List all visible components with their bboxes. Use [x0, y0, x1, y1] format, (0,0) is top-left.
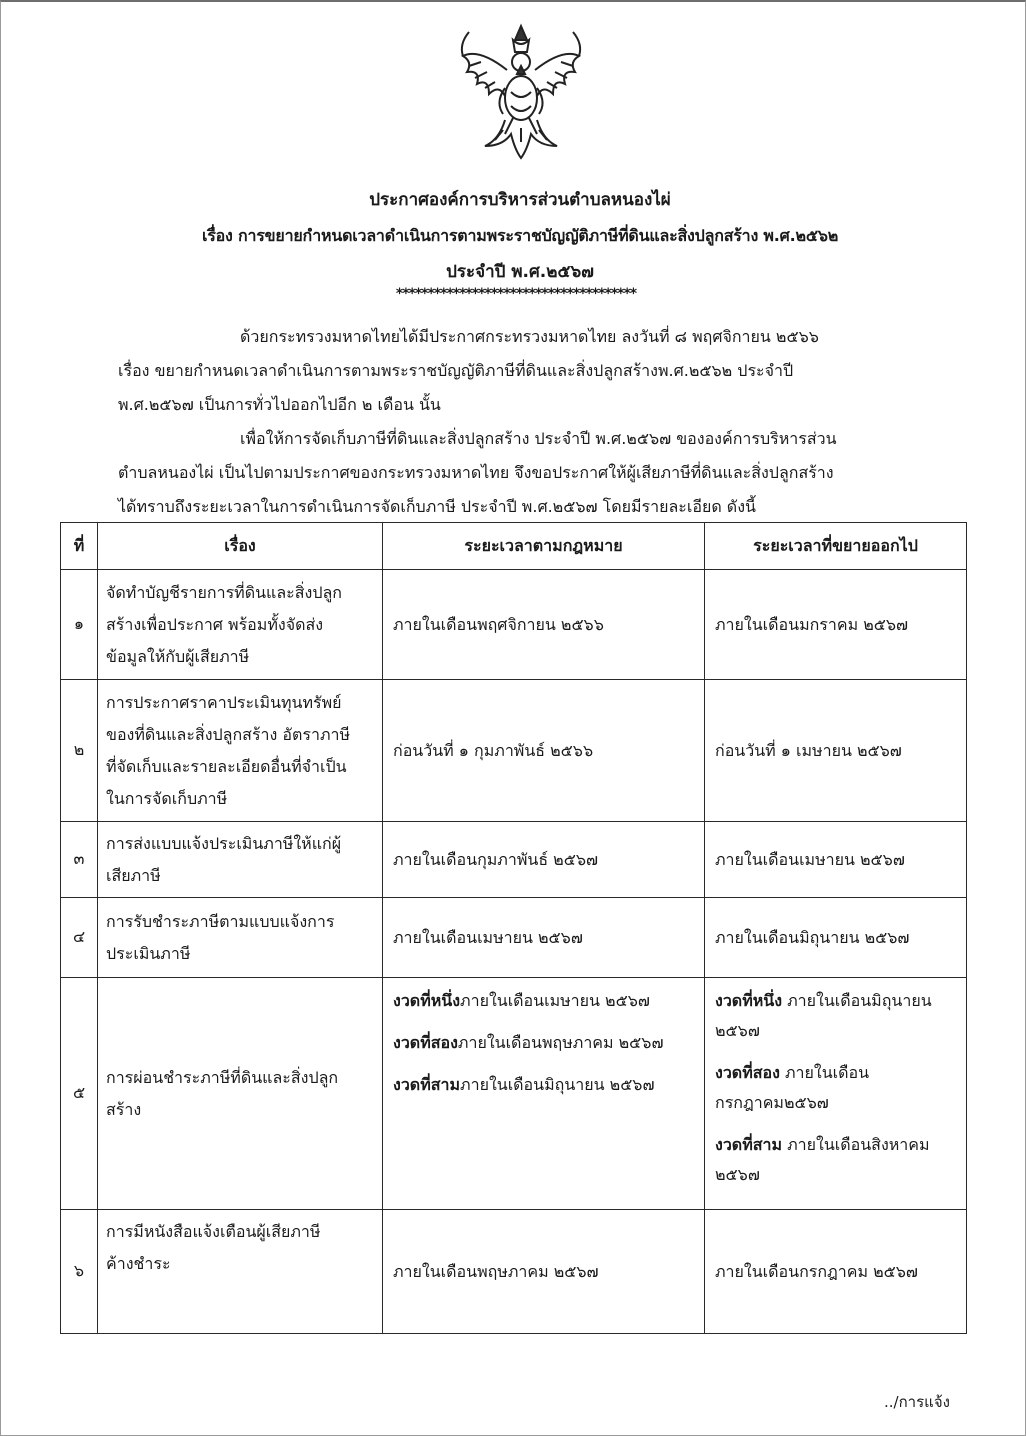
para1-line2: เรื่อง ขยายกำหนดเวลาดำเนินการตามพระราชบัญญัติภาษีที่ดินและสิ่งปลูกสร้างพ.ศ.๒๕๖๒ ประจำปี: [118, 361, 794, 380]
installment-text: ภายในเดือนสิงหาคม ๒๕๖๗: [715, 1135, 930, 1184]
installment-item: [393, 986, 694, 1016]
row-number: ๒: [61, 680, 98, 822]
table-row: [61, 1210, 967, 1334]
title-line-1: ประกาศองค์การบริหารส่วนตำบลหนองไผ่: [369, 190, 671, 210]
installment-label: งวดที่สอง: [715, 1063, 780, 1082]
para1-line1: ด้วยกระทรวงมหาดไทยได้มีประกาศกระทรวงมหาดไทย ลงวันที่ ๘ พฤศจิกายน ๒๕๖๖: [240, 327, 819, 346]
topic-line: จัดทำบัญชีรายการที่ดินและสิ่งปลูก: [106, 582, 342, 602]
continuation-note: ../การแจ้ง: [884, 1393, 950, 1411]
para2-line1: เพื่อให้การจัดเก็บภาษีที่ดินและสิ่งปลูกสร้าง ประจำปี พ.ศ.๒๕๖๗ ขององค์การบริหารส่วน: [240, 429, 837, 448]
header-extended-period: ระยะเวลาที่ขยายออกไป: [705, 523, 967, 570]
installment-label: งวดที่สาม: [715, 1135, 783, 1154]
row-topic: [98, 680, 383, 822]
installment-item: [715, 1058, 956, 1118]
topic-line: ประเมินภาษี: [106, 943, 191, 963]
topic-line: ค้างชำระ: [106, 1254, 171, 1273]
para2-line2: ตำบลหนองไผ่ เป็นไปตามประกาศของกระทรวงมหาดไทย จึงขอประกาศให้ผู้เสียภาษีที่ดินและสิ่งปลูกสร้าง: [118, 463, 834, 482]
installment-text: ภายในเดือนมิถุนายน ๒๕๖๗: [460, 1075, 655, 1094]
installment-label: งวดที่หนึ่ง: [715, 991, 783, 1010]
topic-line: การประกาศราคาประเมินทุนทรัพย์: [106, 692, 342, 712]
announcement-title: [80, 182, 960, 290]
row-legal-period: ภายในเดือนเมษายน ๒๕๖๗: [383, 898, 705, 978]
row-topic: [98, 822, 383, 898]
topic-line: สร้างเพื่อประกาศ พร้อมทั้งจัดส่ง: [106, 614, 324, 634]
schedule-table: [60, 522, 967, 1334]
row-topic: [98, 978, 383, 1210]
row-extended-period: ก่อนวันที่ ๑ เมษายน ๒๕๖๗: [705, 680, 967, 822]
topic-line: ที่จัดเก็บและรายละเอียดอื่นที่จำเป็น: [106, 756, 347, 776]
row-number: ๕: [61, 978, 98, 1210]
installment-item: [393, 1028, 694, 1058]
para1-line3: พ.ศ.๒๕๖๗ เป็นการทั่วไปออกไปอีก ๒ เดือน นั้น: [118, 395, 441, 414]
row-legal-period: ภายในเดือนพฤษภาคม ๒๕๖๗: [383, 1210, 705, 1334]
header-no: ที่: [61, 523, 98, 570]
row-extended-period: ภายในเดือนมิถุนายน ๒๕๖๗: [705, 898, 967, 978]
row-number: ๖: [61, 1210, 98, 1334]
topic-line: การมีหนังสือแจ้งเตือนผู้เสียภาษี: [106, 1222, 321, 1241]
topic-line: ในการจัดเก็บภาษี: [106, 788, 228, 808]
installment-text: ภายในเดือนเมษายน ๒๕๖๗: [460, 991, 650, 1010]
row-extended-period: [705, 978, 967, 1210]
row-legal-period: ก่อนวันที่ ๑ กุมภาพันธ์ ๒๕๖๖: [383, 680, 705, 822]
table-row: [61, 680, 967, 822]
topic-line: ของที่ดินและสิ่งปลูกสร้าง อัตราภาษี: [106, 724, 351, 744]
installment-text: ภายในเดือนพฤษภาคม ๒๕๖๗: [457, 1033, 664, 1052]
table-header-row: [61, 523, 967, 570]
table-row: [61, 570, 967, 680]
installment-item: [715, 986, 956, 1046]
row-topic: [98, 1210, 383, 1334]
row-legal-period: ภายในเดือนกุมภาพันธ์ ๒๕๖๗: [383, 822, 705, 898]
header-legal-period: ระยะเวลาตามกฎหมาย: [383, 523, 705, 570]
topic-line: การส่งแบบแจ้งประเมินภาษีให้แก่ผู้: [106, 833, 342, 853]
row-topic: [98, 570, 383, 680]
para2-line3: ได้ทราบถึงระยะเวลาในการดำเนินการจัดเก็บภาษี ประจำปี พ.ศ.๒๕๖๗ โดยมีรายละเอียด ดังนี้: [118, 497, 756, 516]
topic-line: เสียภาษี: [106, 865, 161, 885]
topic-line: การผ่อนชำระภาษีที่ดินและสิ่งปลูก: [106, 1067, 339, 1087]
installment-text: ภายในเดือน กรกฎาคม๒๕๖๗: [715, 1063, 870, 1112]
row-topic: [98, 898, 383, 978]
installment-text: ภายในเดือนมิถุนายน ๒๕๖๗: [715, 991, 932, 1040]
title-line-3: ประจำปี พ.ศ.๒๕๖๗: [446, 262, 594, 282]
installment-item: [393, 1070, 694, 1100]
row-legal-period: ภายในเดือนพฤศจิกายน ๒๕๖๖: [383, 570, 705, 680]
row-number: ๔: [61, 898, 98, 978]
garuda-emblem-icon: [455, 22, 587, 164]
row-extended-period: ภายในเดือนมกราคม ๒๕๖๗: [705, 570, 967, 680]
title-line-2: เรื่อง การขยายกำหนดเวลาดำเนินการตามพระราชบัญญัติภาษีที่ดินและสิ่งปลูกสร้าง พ.ศ.๒๕๖๒: [201, 226, 839, 245]
row-legal-period: [383, 978, 705, 1210]
installment-label: งวดที่หนึ่ง: [393, 991, 461, 1010]
row-extended-period: ภายในเดือนเมษายน ๒๕๖๗: [705, 822, 967, 898]
star-separator: **************************************: [395, 286, 637, 302]
table-row: [61, 978, 967, 1210]
row-number: ๑: [61, 570, 98, 680]
installment-item: [715, 1130, 956, 1190]
header-topic: เรื่อง: [98, 523, 383, 570]
topic-line: สร้าง: [106, 1099, 142, 1119]
topic-line: การรับชำระภาษีตามแบบแจ้งการ: [106, 911, 335, 931]
table-row: [61, 898, 967, 978]
row-number: ๓: [61, 822, 98, 898]
installment-label: งวดที่สอง: [393, 1033, 458, 1052]
row-extended-period: ภายในเดือนกรกฎาคม ๒๕๖๗: [705, 1210, 967, 1334]
table-row: [61, 822, 967, 898]
installment-label: งวดที่สาม: [393, 1075, 461, 1094]
topic-line: ข้อมูลให้กับผู้เสียภาษี: [106, 646, 250, 666]
